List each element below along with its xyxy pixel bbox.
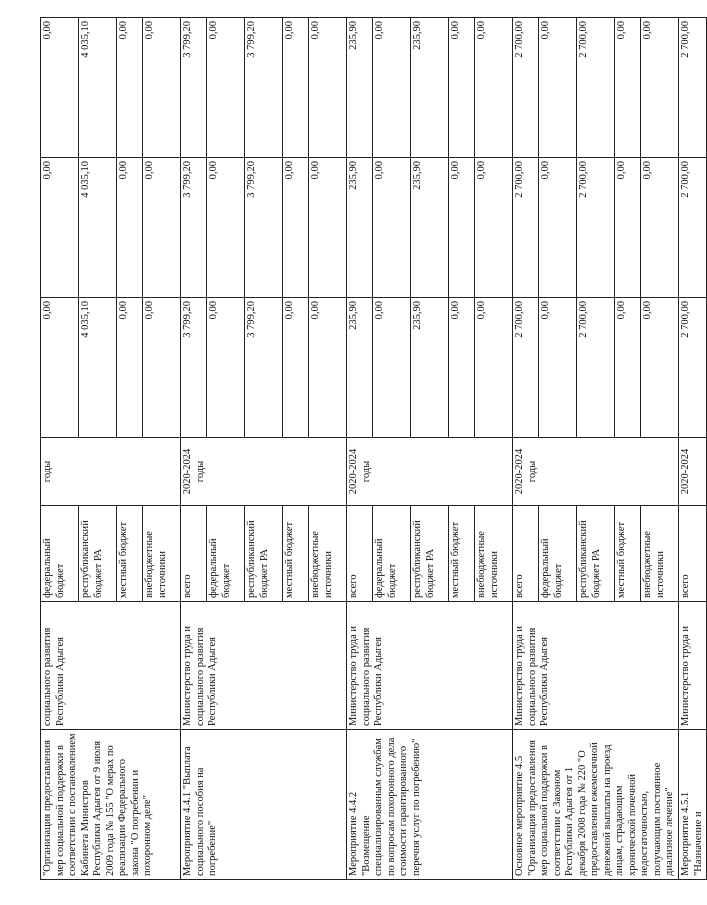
budget-table: [40, 17, 707, 880]
amount-cell-v3: 0,00: [143, 18, 181, 158]
amount-cell-v3: 0,00: [641, 18, 679, 158]
amount-cell-v3: 0,00: [283, 18, 309, 158]
funding-source-cell: республиканский бюджет РА: [411, 506, 449, 602]
amount-cell-v1: 2 700,00: [513, 298, 539, 438]
amount-cell-v1: 2 700,00: [577, 298, 615, 438]
funding-source-cell: местный бюджет: [615, 506, 641, 602]
period-cell: годы: [41, 438, 181, 506]
measure-name-cell: "Организация предоставления мер социальной поддержки в соответствии с постановлением Кабинета Министров Республики Адыгея от 9 июля 2009 года № 155 "О мерах по реализации Федерального закона "О погребении и похоронном деле": [41, 730, 181, 880]
measure-name-cell: Мероприятие 4.4.1 "Выплата социального пособия на погребение": [181, 730, 347, 880]
amount-cell-v1: 0,00: [143, 298, 181, 438]
amount-cell-v3: 0,00: [615, 18, 641, 158]
amount-cell-v1: 2 700,00: [679, 298, 707, 438]
amount-cell-v1: 0,00: [475, 298, 513, 438]
amount-cell-v3: 0,00: [309, 18, 347, 158]
amount-cell-v2: 0,00: [475, 158, 513, 298]
amount-cell-v1: 0,00: [41, 298, 79, 438]
amount-cell-v2: 0,00: [309, 158, 347, 298]
amount-cell-v3: 235,90: [347, 18, 373, 158]
amount-cell-v1: 0,00: [207, 298, 245, 438]
executor-cell: Министерство труда и социального развития Республики Адыгея: [347, 602, 513, 730]
amount-cell-v1: 3 799,20: [245, 298, 283, 438]
amount-cell-v3: 3 799,20: [245, 18, 283, 158]
funding-source-cell: федеральный бюджет: [539, 506, 577, 602]
amount-cell-v3: 235,90: [411, 18, 449, 158]
period-cell: 2020-2024 годы: [181, 438, 347, 506]
amount-cell-v2: 2 700,00: [513, 158, 539, 298]
amount-cell-v1: 0,00: [373, 298, 411, 438]
amount-cell-v3: 3 799,20: [181, 18, 207, 158]
funding-source-cell: всего: [347, 506, 373, 602]
amount-cell-v1: 0,00: [309, 298, 347, 438]
period-cell: 2020-2024: [679, 438, 707, 506]
rotated-page: [40, 18, 704, 880]
measure-name-cell: Мероприятие 4.5.1 "Назначение и: [679, 730, 707, 880]
funding-source-cell: всего: [679, 506, 707, 602]
amount-cell-v2: 0,00: [615, 158, 641, 298]
amount-cell-v3: 0,00: [449, 18, 475, 158]
amount-cell-v1: 4 035,10: [79, 298, 117, 438]
funding-source-cell: республиканский бюджет РА: [577, 506, 615, 602]
amount-cell-v3: 4 035,10: [79, 18, 117, 158]
amount-cell-v1: 0,00: [283, 298, 309, 438]
amount-cell-v2: 0,00: [41, 158, 79, 298]
budget-table-body: [41, 18, 707, 880]
amount-cell-v1: 0,00: [539, 298, 577, 438]
amount-cell-v2: 0,00: [117, 158, 143, 298]
amount-cell-v3: 0,00: [539, 18, 577, 158]
amount-cell-v1: 0,00: [117, 298, 143, 438]
table-row: [181, 18, 207, 880]
amount-cell-v2: 3 799,20: [181, 158, 207, 298]
funding-source-cell: местный бюджет: [283, 506, 309, 602]
amount-cell-v2: 0,00: [143, 158, 181, 298]
measure-name-cell: Мероприятие 4.4.2 "Возмещение специализированным службам по вопросам похоронного дела стоимости гарантированного перечня услуг по погребению": [347, 730, 513, 880]
amount-cell-v1: 235,90: [347, 298, 373, 438]
amount-cell-v2: 3 799,20: [245, 158, 283, 298]
amount-cell-v2: 0,00: [207, 158, 245, 298]
amount-cell-v1: 0,00: [449, 298, 475, 438]
funding-source-cell: федеральный бюджет: [41, 506, 79, 602]
amount-cell-v3: 2 700,00: [513, 18, 539, 158]
measure-name-cell: Основное мероприятие 4.5 "Организация предоставления мер социальной поддержки в соответствии с Законом Республики Адыгея от 1 декабря 2008 года № 220 "О предоставлении ежемесячной денежной выплаты на проезд лицам, страдающим хронической почечной недостаточностью, получающим постоянное диализное лечение": [513, 730, 679, 880]
period-cell: 2020-2024 годы: [347, 438, 513, 506]
funding-source-cell: внебюджетные источники: [641, 506, 679, 602]
period-cell: 2020-2024 годы: [513, 438, 679, 506]
amount-cell-v1: 0,00: [641, 298, 679, 438]
amount-cell-v2: 0,00: [373, 158, 411, 298]
executor-cell: Министерство труда и: [679, 602, 707, 730]
funding-source-cell: республиканский бюджет РА: [79, 506, 117, 602]
funding-source-cell: республиканский бюджет РА: [245, 506, 283, 602]
funding-source-cell: внебюджетные источники: [475, 506, 513, 602]
amount-cell-v2: 235,90: [347, 158, 373, 298]
executor-cell: социального развития Республики Адыгея: [41, 602, 181, 730]
executor-cell: Министерство труда и социального развития Республики Адыгея: [513, 602, 679, 730]
amount-cell-v2: 0,00: [449, 158, 475, 298]
amount-cell-v3: 0,00: [475, 18, 513, 158]
amount-cell-v2: 4 035,10: [79, 158, 117, 298]
amount-cell-v3: 0,00: [373, 18, 411, 158]
funding-source-cell: местный бюджет: [449, 506, 475, 602]
amount-cell-v2: 235,90: [411, 158, 449, 298]
table-row: [513, 18, 539, 880]
table-row: [347, 18, 373, 880]
executor-cell: Министерство труда и социального развития Республики Адыгея: [181, 602, 347, 730]
amount-cell-v2: 0,00: [283, 158, 309, 298]
funding-source-cell: федеральный бюджет: [207, 506, 245, 602]
funding-source-cell: федеральный бюджет: [373, 506, 411, 602]
amount-cell-v2: 2 700,00: [577, 158, 615, 298]
amount-cell-v2: 0,00: [641, 158, 679, 298]
amount-cell-v3: 0,00: [41, 18, 79, 158]
amount-cell-v3: 2 700,00: [577, 18, 615, 158]
amount-cell-v1: 235,90: [411, 298, 449, 438]
amount-cell-v3: 0,00: [207, 18, 245, 158]
amount-cell-v2: 2 700,00: [679, 158, 707, 298]
funding-source-cell: внебюджетные источники: [309, 506, 347, 602]
table-row: [41, 18, 79, 880]
funding-source-cell: всего: [181, 506, 207, 602]
amount-cell-v1: 0,00: [615, 298, 641, 438]
funding-source-cell: всего: [513, 506, 539, 602]
table-row: [679, 18, 707, 880]
funding-source-cell: местный бюджет: [117, 506, 143, 602]
amount-cell-v3: 2 700,00: [679, 18, 707, 158]
amount-cell-v3: 0,00: [117, 18, 143, 158]
amount-cell-v1: 3 799,20: [181, 298, 207, 438]
funding-source-cell: внебюджетные источники: [143, 506, 181, 602]
amount-cell-v2: 0,00: [539, 158, 577, 298]
